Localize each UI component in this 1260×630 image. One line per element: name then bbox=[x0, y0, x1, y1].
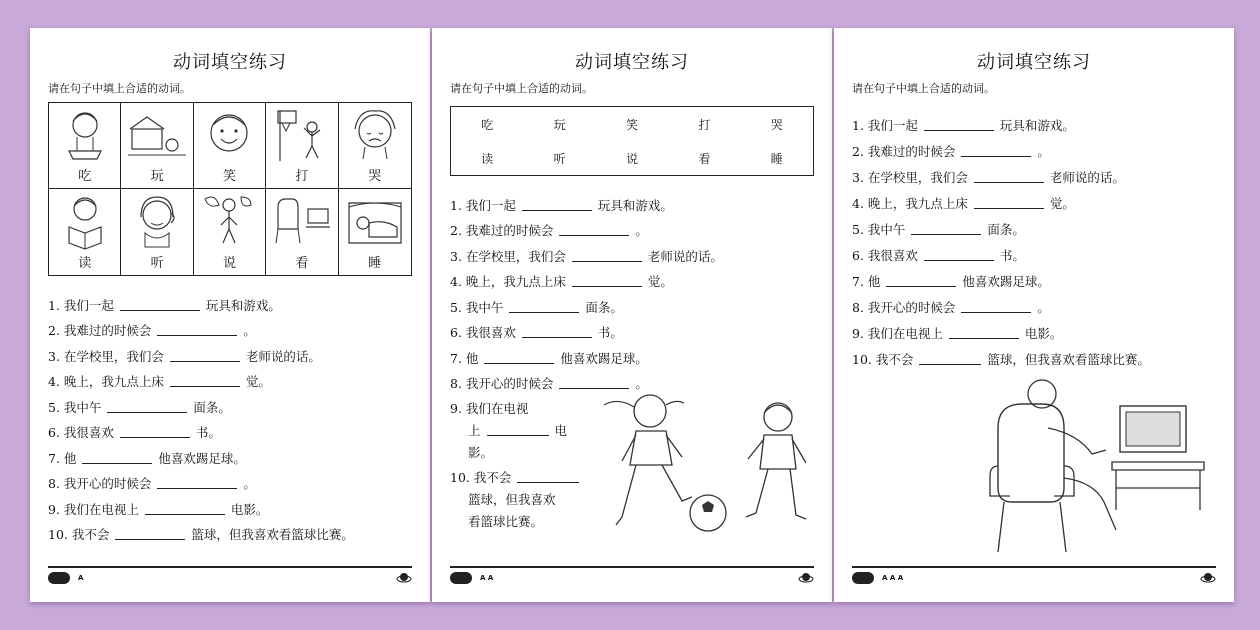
picture-label: 看 bbox=[295, 256, 309, 271]
word-bank-item: 睡 bbox=[770, 151, 783, 166]
question-item: 8. 我开心的时候会 。 bbox=[48, 476, 256, 491]
planet-icon bbox=[396, 571, 412, 585]
sheet-instructions: 请在句子中填上合适的动词。 bbox=[852, 82, 995, 95]
question-item: 4. 晚上，我九点上床 觉。 bbox=[852, 196, 1075, 211]
answer-blank[interactable] bbox=[487, 435, 549, 436]
question-item: 8. 我开心的时候会 。 bbox=[450, 376, 648, 391]
picture-label: 睡 bbox=[368, 256, 382, 271]
picture-card-eat bbox=[49, 103, 121, 189]
sheet-title: 动词填空练习 bbox=[173, 52, 287, 73]
answer-blank[interactable] bbox=[974, 182, 1044, 183]
twinkl-logo-icon bbox=[48, 572, 70, 584]
question-item: 2. 我难过的时候会 。 bbox=[450, 223, 648, 238]
picture-label: 读 bbox=[78, 256, 92, 271]
picture-card-read bbox=[49, 189, 121, 275]
question-item: 4. 晚上，我九点上床 觉。 bbox=[48, 374, 271, 389]
picture-card-play bbox=[121, 103, 193, 189]
picture-label: 笑 bbox=[222, 169, 236, 184]
answer-blank[interactable] bbox=[145, 514, 225, 515]
picture-card-listen bbox=[121, 189, 193, 275]
playing-toys-icon bbox=[126, 107, 188, 165]
word-bank-item: 笑 bbox=[625, 117, 638, 132]
answer-blank[interactable] bbox=[120, 437, 190, 438]
answer-blank[interactable] bbox=[115, 539, 185, 540]
question-item: 5. 我中午 面条。 bbox=[852, 222, 1025, 237]
picture-card-laugh bbox=[194, 103, 266, 189]
answer-blank[interactable] bbox=[559, 235, 629, 236]
sheet-instructions: 请在句子中填上合适的动词。 bbox=[48, 82, 191, 95]
question-item: 6. 我很喜欢 书。 bbox=[852, 248, 1025, 263]
answer-blank[interactable] bbox=[911, 234, 981, 235]
question-item: 10. 我不会 篮球，但我喜欢看篮球比赛。 bbox=[852, 352, 1150, 367]
question-item: 9. 我们在电视 上 电 影。 bbox=[450, 401, 568, 460]
word-bank-item: 打 bbox=[698, 117, 711, 132]
word-bank-item: 说 bbox=[625, 151, 638, 166]
picture-card-sleep bbox=[339, 189, 411, 275]
picture-card-speak bbox=[194, 189, 266, 275]
question-item: 7. 他 他喜欢踢足球。 bbox=[852, 274, 1050, 289]
answer-blank[interactable] bbox=[484, 363, 554, 364]
question-item: 3. 在学校里，我们会 老师说的话。 bbox=[852, 170, 1125, 185]
worksheet-word-bank-version bbox=[432, 28, 832, 602]
question-item: 5. 我中午 面条。 bbox=[450, 299, 623, 315]
question-list bbox=[852, 108, 1216, 368]
planet-icon bbox=[1200, 571, 1216, 585]
boy-watching-tv-illustration bbox=[984, 368, 1214, 558]
word-bank-item: 读 bbox=[481, 151, 494, 166]
question-item: 9. 我们在电视上 电影。 bbox=[852, 326, 1063, 341]
question-item: 7. 他 他喜欢踢足球。 bbox=[450, 350, 648, 366]
answer-blank[interactable] bbox=[517, 482, 579, 483]
picture-label: 听 bbox=[150, 256, 164, 271]
answer-blank[interactable] bbox=[522, 337, 592, 338]
laughing-face-icon bbox=[199, 107, 259, 165]
question-item: 2. 我难过的时候会 。 bbox=[852, 144, 1050, 159]
picture-label: 说 bbox=[222, 256, 236, 271]
question-item: 10. 我不会 篮球，但我喜欢 看篮球比赛。 bbox=[450, 461, 814, 530]
twinkl-logo-icon bbox=[852, 572, 874, 584]
question-item: 4. 晚上，我九点上床 觉。 bbox=[450, 274, 673, 289]
answer-blank[interactable] bbox=[961, 312, 1031, 313]
question-item: 1. 我们一起 玩具和游戏。 bbox=[48, 297, 281, 313]
picture-card-watch bbox=[266, 189, 338, 275]
question-item: 5. 我中午 面条。 bbox=[48, 399, 231, 415]
answer-blank[interactable] bbox=[572, 261, 642, 262]
picture-label: 哭 bbox=[368, 169, 382, 184]
word-bank bbox=[450, 106, 814, 176]
question-item: 6. 我很喜欢 书。 bbox=[48, 425, 221, 440]
picture-label: 吃 bbox=[78, 169, 92, 184]
sheet-footer bbox=[450, 566, 814, 588]
answer-blank[interactable] bbox=[522, 210, 592, 211]
picture-word-grid bbox=[48, 102, 412, 276]
answer-blank[interactable] bbox=[974, 208, 1044, 209]
answer-blank[interactable] bbox=[949, 338, 1019, 339]
picture-card-cry bbox=[339, 103, 411, 189]
question-item: 3. 在学校里，我们会 老师说的话。 bbox=[450, 248, 723, 264]
word-bank-item: 吃 bbox=[481, 117, 494, 132]
answer-blank[interactable] bbox=[572, 286, 642, 287]
worksheet-text-only-version bbox=[834, 28, 1234, 602]
answer-blank[interactable] bbox=[170, 361, 240, 362]
question-item: 7. 他 他喜欢踢足球。 bbox=[48, 450, 246, 466]
answer-blank[interactable] bbox=[919, 364, 981, 365]
answer-blank[interactable] bbox=[509, 312, 579, 313]
question-item: 2. 我难过的时候会 。 bbox=[48, 323, 256, 338]
question-item: 10. 我不会 篮球，但我喜欢看篮球比赛。 bbox=[48, 527, 354, 542]
question-item: 8. 我开心的时候会 。 bbox=[852, 300, 1050, 315]
picture-label: 玩 bbox=[150, 169, 164, 184]
word-bank-item: 听 bbox=[553, 151, 566, 166]
basketball-player-icon bbox=[272, 107, 332, 165]
crying-girl-icon bbox=[345, 107, 405, 165]
eating-girl-icon bbox=[55, 107, 115, 165]
difficulty-mark: A A A bbox=[882, 574, 904, 582]
sheet-footer bbox=[852, 566, 1216, 588]
question-list bbox=[48, 288, 412, 543]
word-bank-item: 玩 bbox=[553, 117, 566, 132]
question-item: 9. 我们在电视上 电影。 bbox=[48, 501, 269, 517]
answer-blank[interactable] bbox=[107, 412, 187, 413]
sheet-footer bbox=[48, 566, 412, 588]
question-item: 1. 我们一起 玩具和游戏。 bbox=[852, 118, 1075, 133]
question-item: 6. 我很喜欢 书。 bbox=[450, 325, 623, 340]
answer-blank[interactable] bbox=[82, 463, 152, 464]
answer-blank[interactable] bbox=[886, 286, 956, 287]
question-item: 1. 我们一起 玩具和游戏。 bbox=[450, 197, 673, 213]
answer-blank[interactable] bbox=[120, 310, 200, 311]
answer-blank[interactable] bbox=[157, 488, 237, 489]
sheet-title: 动词填空练习 bbox=[575, 52, 689, 73]
sheet-instructions: 请在句子中填上合适的动词。 bbox=[450, 82, 593, 95]
picture-label: 打 bbox=[295, 169, 309, 184]
planet-icon bbox=[798, 571, 814, 585]
watching-tv-icon bbox=[272, 193, 332, 251]
answer-blank[interactable] bbox=[924, 130, 994, 131]
difficulty-mark: A bbox=[78, 574, 84, 582]
twinkl-logo-icon bbox=[450, 572, 472, 584]
children-playing-football-illustration bbox=[592, 383, 832, 563]
speaking-boy-icon bbox=[199, 193, 259, 251]
answer-blank[interactable] bbox=[157, 335, 237, 336]
word-bank-item: 哭 bbox=[770, 117, 783, 132]
picture-card-hit bbox=[266, 103, 338, 189]
word-bank-item: 看 bbox=[698, 151, 711, 166]
reading-boy-icon bbox=[55, 193, 115, 251]
worksheet-picture-version bbox=[30, 28, 430, 602]
answer-blank[interactable] bbox=[924, 260, 994, 261]
difficulty-mark: A A bbox=[480, 574, 494, 582]
sleeping-child-icon bbox=[345, 193, 405, 251]
listening-girl-icon bbox=[127, 193, 187, 251]
question-item: 3. 在学校里，我们会 老师说的话。 bbox=[48, 348, 321, 364]
answer-blank[interactable] bbox=[170, 386, 240, 387]
sheet-title: 动词填空练习 bbox=[977, 52, 1091, 73]
answer-blank[interactable] bbox=[961, 156, 1031, 157]
